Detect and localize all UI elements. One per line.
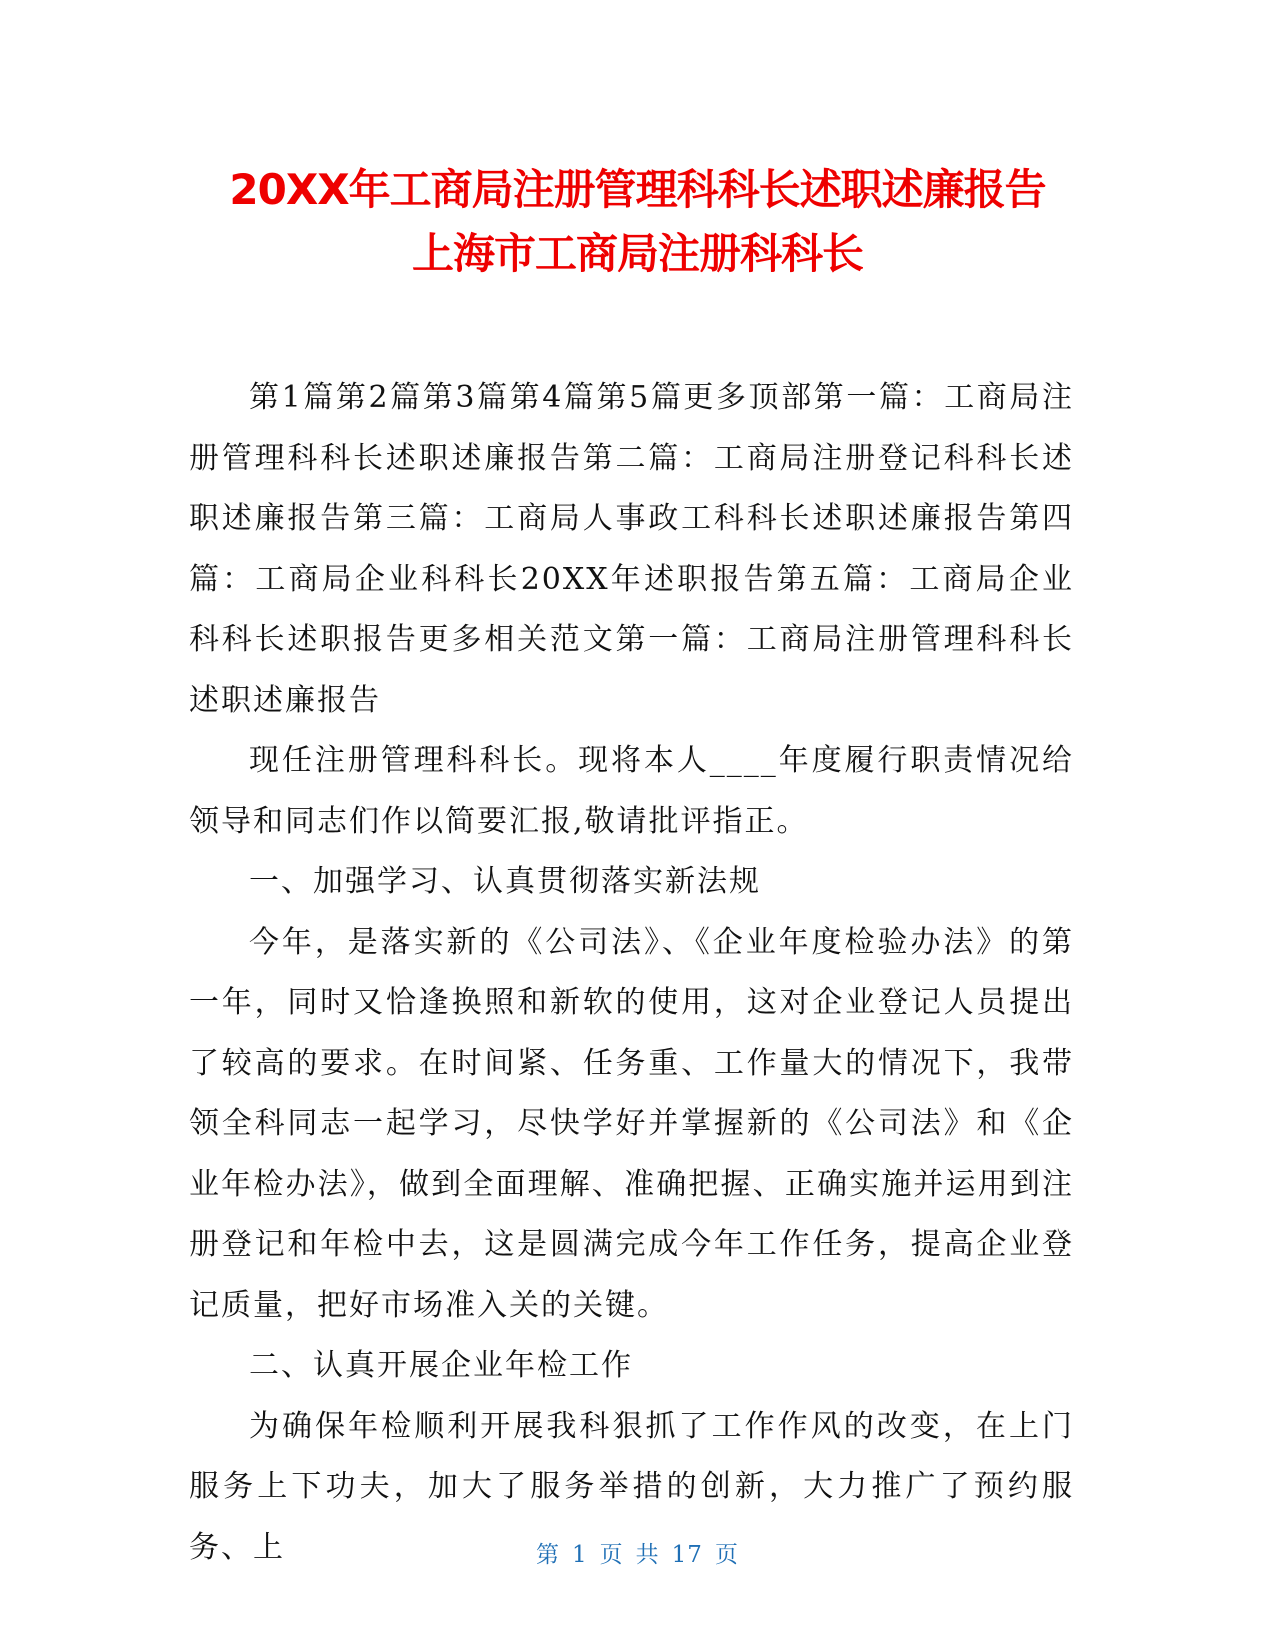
paragraph-intro: 现任注册管理科科长。现将本人____年度履行职责情况给领导和同志们作以简要汇报,敬请批评指正。	[189, 743, 1074, 839]
page-footer	[0, 1536, 1275, 1569]
title-line-2: 上海市工商局注册科科长	[411, 229, 863, 278]
paragraph-section-2: 为确保年检顺利开展我科狠抓了工作作风的改变，在上门服务上下功夫，加大了服务举措的创新，大力推广了预约服务、上	[189, 1408, 1074, 1565]
footer-prefix: 第	[536, 1542, 561, 1568]
paragraph-section-1: 今年，是落实新的《公司法》、《企业年度检验办法》的第一年，同时又恰逢换照和新软的使用，这对企业登记人员提出了较高的要求。在时间紧、任务重、工作量大的情况下，我带领全科同志一起学习，尽快学好并掌握新的《公司法》和《企业年检办法》，做到全面理解、准确把握、正确实施并运用到注册登记和年检中去，这是圆满完成今年工作任务，提高企业登记质量，把好市场准入关的关键。	[189, 924, 1074, 1323]
section-heading-2: 二、认真开展企业年检工作	[249, 1348, 633, 1383]
paragraph-contents-list: 第1篇第2篇第3篇第4篇第5篇更多顶部第一篇：工商局注册管理科科长述职述廉报告第二篇：工商局注册登记科科长述职述廉报告第三篇：工商局人事政工科科长述职述廉报告第四篇：工商局企业科科长20XX年述职报告第五篇：工商局企业科科长述职报告更多相关范文第一篇：工商局注册管理科科长述职述廉报告	[189, 380, 1074, 718]
page-title	[180, 158, 1095, 286]
footer-total-label: 共	[635, 1542, 660, 1568]
section-heading-1: 一、加强学习、认真贯彻落实新法规	[249, 864, 761, 899]
title-line-1: 20XX年工商局注册管理科科长述职述廉报告	[229, 165, 1046, 214]
footer-page-total: 17	[671, 1542, 703, 1568]
footer-suffix: 页	[714, 1542, 739, 1568]
document-body	[189, 368, 1074, 1578]
footer-page-label: 页	[599, 1542, 624, 1568]
footer-page-current: 1	[572, 1542, 588, 1568]
